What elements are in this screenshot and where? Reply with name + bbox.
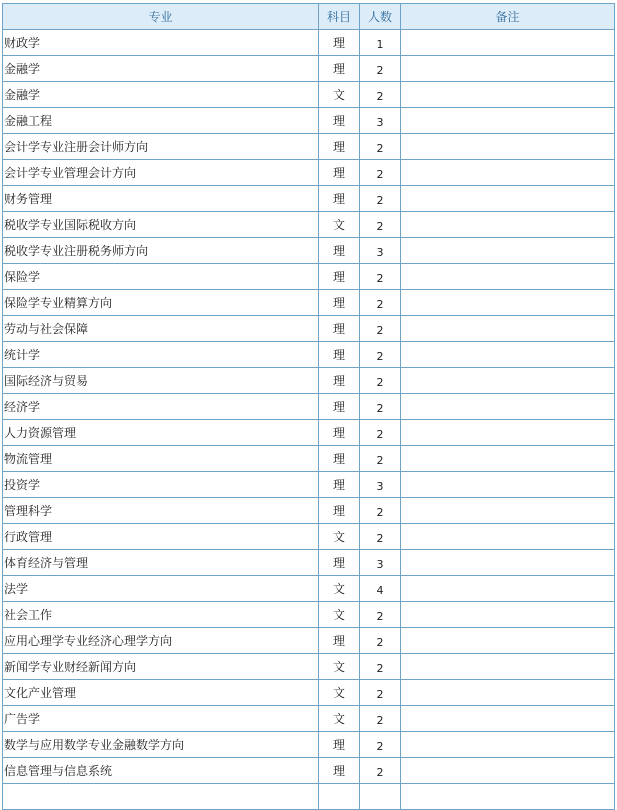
major-cell: 信息管理与信息系统: [3, 758, 319, 784]
note-cell: [401, 654, 615, 680]
table-row: [3, 446, 615, 472]
count-cell: 2: [360, 654, 401, 680]
major-cell: 会计学专业管理会计方向: [3, 160, 319, 186]
table-row: [3, 186, 615, 212]
subject-cell: 理: [319, 628, 360, 654]
table-row: [3, 108, 615, 134]
major-cell: 金融学: [3, 82, 319, 108]
table-row: [3, 264, 615, 290]
subject-cell: 理: [319, 316, 360, 342]
table-row: [3, 706, 615, 732]
count-cell: 3: [360, 472, 401, 498]
subject-cell: 理: [319, 420, 360, 446]
major-cell: 财政学: [3, 30, 319, 56]
major-cell: 数学与应用数学专业金融数学方向: [3, 732, 319, 758]
note-cell: [401, 238, 615, 264]
subject-cell: 理: [319, 238, 360, 264]
major-cell: 会计学专业注册会计师方向: [3, 134, 319, 160]
major-cell: [3, 784, 319, 810]
table-row: [3, 82, 615, 108]
count-cell: 2: [360, 82, 401, 108]
table-row: [3, 524, 615, 550]
count-cell: 2: [360, 134, 401, 160]
subject-cell: 理: [319, 264, 360, 290]
major-cell: 社会工作: [3, 602, 319, 628]
table-row: [3, 238, 615, 264]
table-row: [3, 290, 615, 316]
count-cell: 2: [360, 264, 401, 290]
note-cell: [401, 732, 615, 758]
subject-cell: 理: [319, 108, 360, 134]
count-cell: 2: [360, 498, 401, 524]
header-subject: 科目: [319, 4, 360, 30]
note-cell: [401, 498, 615, 524]
header-note: 备注: [401, 4, 615, 30]
subject-cell: 理: [319, 368, 360, 394]
count-cell: 1: [360, 30, 401, 56]
count-cell: 2: [360, 394, 401, 420]
count-cell: 2: [360, 368, 401, 394]
major-cell: 税收学专业国际税收方向: [3, 212, 319, 238]
note-cell: [401, 186, 615, 212]
table-row: [3, 342, 615, 368]
enrollment-table: [2, 3, 615, 810]
count-cell: 2: [360, 706, 401, 732]
note-cell: [401, 394, 615, 420]
note-cell: [401, 212, 615, 238]
header-count: 人数: [360, 4, 401, 30]
note-cell: [401, 446, 615, 472]
table-row: [3, 680, 615, 706]
table-row: [3, 212, 615, 238]
table-row: [3, 472, 615, 498]
subject-cell: 理: [319, 732, 360, 758]
note-cell: [401, 602, 615, 628]
major-cell: 投资学: [3, 472, 319, 498]
table-row: [3, 498, 615, 524]
note-cell: [401, 758, 615, 784]
table-row: [3, 758, 615, 784]
subject-cell: 理: [319, 550, 360, 576]
table-row: [3, 56, 615, 82]
note-cell: [401, 706, 615, 732]
subject-cell: 理: [319, 342, 360, 368]
major-cell: 国际经济与贸易: [3, 368, 319, 394]
major-cell: 金融工程: [3, 108, 319, 134]
header-major: 专业: [3, 4, 319, 30]
note-cell: [401, 628, 615, 654]
count-cell: 2: [360, 160, 401, 186]
note-cell: [401, 264, 615, 290]
subject-cell: 文: [319, 524, 360, 550]
note-cell: [401, 134, 615, 160]
subject-cell: 理: [319, 472, 360, 498]
note-cell: [401, 472, 615, 498]
note-cell: [401, 550, 615, 576]
table-row: [3, 576, 615, 602]
note-cell: [401, 316, 615, 342]
count-cell: 2: [360, 420, 401, 446]
major-cell: 保险学专业精算方向: [3, 290, 319, 316]
subject-cell: 文: [319, 212, 360, 238]
note-cell: [401, 30, 615, 56]
table-row: [3, 732, 615, 758]
subject-cell: 文: [319, 680, 360, 706]
count-cell: 2: [360, 212, 401, 238]
major-cell: 税收学专业注册税务师方向: [3, 238, 319, 264]
subject-cell: 理: [319, 30, 360, 56]
major-cell: 新闻学专业财经新闻方向: [3, 654, 319, 680]
table-row: [3, 628, 615, 654]
major-cell: 管理科学: [3, 498, 319, 524]
note-cell: [401, 160, 615, 186]
note-cell: [401, 342, 615, 368]
major-cell: 文化产业管理: [3, 680, 319, 706]
table-row: [3, 602, 615, 628]
major-cell: 法学: [3, 576, 319, 602]
major-cell: 应用心理学专业经济心理学方向: [3, 628, 319, 654]
subject-cell: [319, 784, 360, 810]
count-cell: 4: [360, 576, 401, 602]
table-row: [3, 550, 615, 576]
major-cell: 经济学: [3, 394, 319, 420]
note-cell: [401, 108, 615, 134]
major-cell: 保险学: [3, 264, 319, 290]
major-cell: 广告学: [3, 706, 319, 732]
major-cell: 体育经济与管理: [3, 550, 319, 576]
count-cell: 3: [360, 550, 401, 576]
subject-cell: 理: [319, 160, 360, 186]
major-cell: 人力资源管理: [3, 420, 319, 446]
subject-cell: 理: [319, 56, 360, 82]
subject-cell: 理: [319, 134, 360, 160]
note-cell: [401, 82, 615, 108]
table-row: [3, 30, 615, 56]
table-row: [3, 654, 615, 680]
count-cell: 2: [360, 316, 401, 342]
count-cell: 2: [360, 680, 401, 706]
subject-cell: 理: [319, 758, 360, 784]
subject-cell: 文: [319, 82, 360, 108]
count-cell: 3: [360, 108, 401, 134]
table-row: [3, 160, 615, 186]
major-cell: 金融学: [3, 56, 319, 82]
count-cell: 2: [360, 628, 401, 654]
note-cell: [401, 368, 615, 394]
count-cell: 2: [360, 758, 401, 784]
major-cell: 统计学: [3, 342, 319, 368]
note-cell: [401, 524, 615, 550]
count-cell: 2: [360, 290, 401, 316]
major-cell: 行政管理: [3, 524, 319, 550]
subject-cell: 文: [319, 706, 360, 732]
subject-cell: 理: [319, 394, 360, 420]
table-row: [3, 420, 615, 446]
major-cell: 劳动与社会保障: [3, 316, 319, 342]
note-cell: [401, 420, 615, 446]
major-cell: 物流管理: [3, 446, 319, 472]
subject-cell: 文: [319, 576, 360, 602]
subject-cell: 理: [319, 498, 360, 524]
table-body: [3, 30, 615, 810]
enrollment-table-container: [2, 3, 615, 810]
note-cell: [401, 56, 615, 82]
note-cell: [401, 784, 615, 810]
count-cell: 2: [360, 342, 401, 368]
subject-cell: 理: [319, 446, 360, 472]
subject-cell: 文: [319, 654, 360, 680]
table-row: [3, 368, 615, 394]
count-cell: 2: [360, 524, 401, 550]
count-cell: 2: [360, 186, 401, 212]
count-cell: 2: [360, 56, 401, 82]
subject-cell: 理: [319, 186, 360, 212]
note-cell: [401, 576, 615, 602]
count-cell: 3: [360, 238, 401, 264]
subject-cell: 文: [319, 602, 360, 628]
note-cell: [401, 290, 615, 316]
count-cell: 2: [360, 732, 401, 758]
table-row: [3, 394, 615, 420]
count-cell: 2: [360, 602, 401, 628]
note-cell: [401, 680, 615, 706]
table-header-row: [3, 4, 615, 30]
count-cell: 2: [360, 446, 401, 472]
subject-cell: 理: [319, 290, 360, 316]
table-row: [3, 134, 615, 160]
count-cell: [360, 784, 401, 810]
table-row: [3, 784, 615, 810]
major-cell: 财务管理: [3, 186, 319, 212]
table-row: [3, 316, 615, 342]
